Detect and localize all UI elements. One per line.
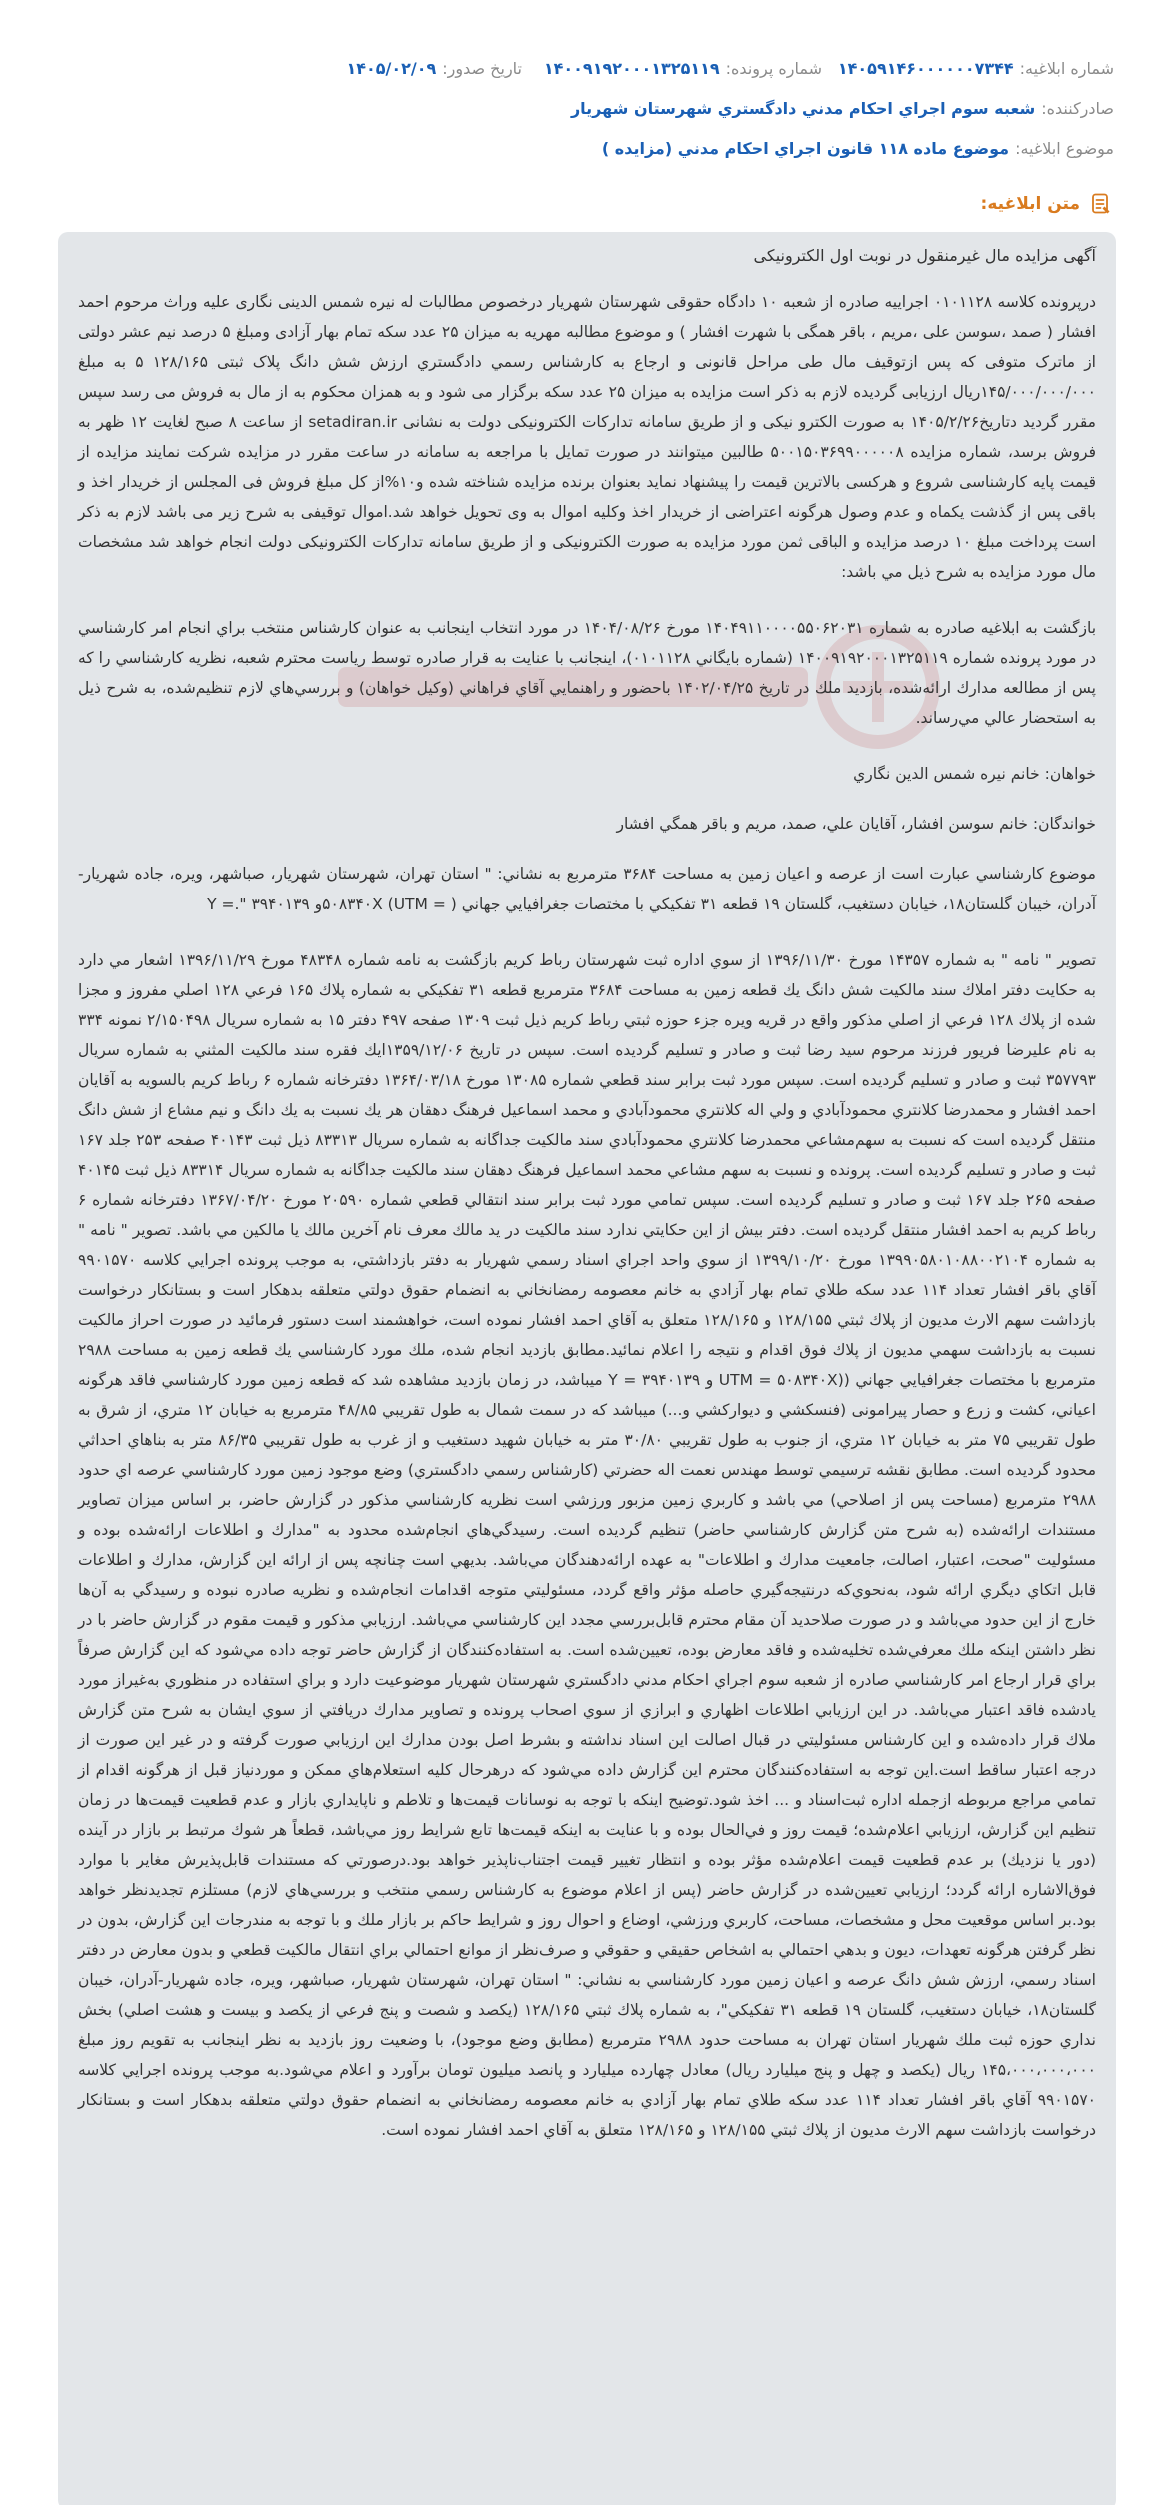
case-number-value: ۱۴۰۰۹۱۹۲۰۰۰۱۳۲۵۱۱۹ xyxy=(543,58,720,78)
document-icon xyxy=(1088,191,1114,217)
subject xyxy=(602,139,1114,158)
expert-return-paragraph: بازگشت به ابلاغيه صادره به شماره ۱۴۰۴۹۱۱۰۰۰۰۵۵۰۶۲۰۳۱ مورخ ۱۴۰۴/۰۸/۲۶ در مورد انتخاب اينجانب به عنوان كارشناس منتخب براي انجام امر كارشناسي در مورد پرونده شماره ۱۴۰۰۹۱۹۲۰۰۰۱۳۲۵۱۱۹ (شماره بايگاني ۰۱۰۱۱۲۸)، اينجانب با عنايت به قرار صادره توسط رياست محترم شعبه، نظريه كارشناسي را كه پس از مطالعه مدارك ارائه‌شده، بازديد ملك در تاريخ ۱۴۰۲/۰۴/۲۵ باحضور و راهنمايي آقاي فراهاني (وكيل خواهان) و بررسي‌هاي لازم تنظيم‌شده، به شرح ذيل به استحضار عالي مي‌رساند. xyxy=(78,619,1097,727)
notice-text-header xyxy=(0,188,1174,220)
notice-number xyxy=(822,59,1114,78)
issuer-label: صادرکننده: xyxy=(1041,98,1114,118)
issuer xyxy=(571,99,1114,118)
auction-paragraph: درپرونده کلاسه ۰۱۰۱۱۲۸ اجراییه صادره از شعبه ۱۰ دادگاه حقوقی شهرستان شهریار درخصوص مطالبات له نیره شمس الدینی نگاری علیه وراث مرحوم احمد افشار ( صمد ،سوسن علی ،مریم ، باقر همگی با شهرت افشار ) و موضوع مطالبه مهریه به میزان ۲۵ عدد سکه تمام بهار آزادی ومبلغ ۵ درصد نیم عشر دولتی از ماترک متوفی که پس ازتوقیف مال طی مراحل قانونی و ارجاع به کارشناس رسمي دادگستري ارزش شش دانگ پلاک ثبتی ۱۲۸/۱۶۵ ۵ به مبلغ ۱۴۵/۰۰۰/۰۰۰/۰۰۰ریال ارزیابی گردیده لازم به ذکر است مزایده به میزان ۲۵ عدد سکه برگزار می شود و به همزان محکوم به از مال به فروش می رسد سپس مقرر گردید دتاریخ۱۴۰۵/۲/۲۶ به صورت الکترو نیکی و از طریق سامانه تدارکات الکترونیکی دولت به نشانی setadiran.ir از ساعت ۸ صبح لغایت ۱۲ ظهر به فروش برسد، شماره مزایده ۵۰۰۱۵۰۳۶۹۹۰۰۰۰۰۸ طالبین میتوانند در صورت تمایل با مراجعه به سامانه در ساعت مقرر در مزایده شرکت نمایند مزایده از قیمت پایه کارشناسی شروع و هرکسی بالاترین قیمت را پیشنهاد نماید بعنوان برنده مزایده شناخته شده و۱۰%از کل مبلغ فروش فی المجلس از خریدار اخذ و باقی پس از گذشت یکماه و عدم وصول هرگونه اعتراضی از خریدار اخذ وکلیه اموال به وی تحویل خواهد شد.اموال توقیفی به شرح زیر می باشد لازم به ذکر است پرداخت مبلغ ۱۰ درصد مزایده و الباقی ثمن مورد مزایده به صورت الکترونیکی و از طریق سامانه تدارکات الکترونیکی دولت انجام خواهد شد مشخصات مال مورد مزايده به شرح ذيل مي باشد: xyxy=(78,293,1097,581)
issue-date-value: ۱۴۰۵/۰۲/۰۹ xyxy=(346,58,437,78)
subject-paragraph: موضوع كارشناسي عبارت است از عرصه و اعيان زمين به مساحت ۳۶۸۴ مترمربع به نشاني: " استان تهران، شهرستان شهريار، صباشهر، ويره، جاده شهريار-آدران، خيبان گلستان۱۸، خيابان دستغيب، گلستان ۱۹ قطعه ۳۱ تفكيكي با مختصات جغرافيايي جهاني ( = ۵۰۸۳۴۰X (UTMو ۳۹۴۰۱۳۹ ".= Y xyxy=(78,865,1096,913)
notice-text-title: متن ابلاغيه: xyxy=(980,194,1080,214)
notice-content xyxy=(58,232,1116,2505)
meta-row-issuer xyxy=(0,88,1174,128)
issuer-value: شعبه سوم اجراي احکام مدني دادگستري شهرستان شهريار xyxy=(570,98,1036,118)
issue-date xyxy=(346,59,522,78)
subject-label: موضوع ابلاغيه: xyxy=(1015,138,1114,158)
meta-row-subject xyxy=(0,128,1174,168)
report-paragraph: تصوير " نامه " به شماره ۱۴۳۵۷ مورخ ۱۳۹۶/۱۱/۳۰ از سوي اداره ثبت شهرستان رباط كريم بازگشت به نامه شماره ۴۸۳۴۸ مورخ ۱۳۹۶/۱۱/۲۹ اشعار مي دارد به حكايت دفتر املاك سند مالكيت شش دانگ يك قطعه زمين به مساحت ۳۶۸۴ مترمربع قطعه ۳۱ تفكيكي به شماره پلاك ۱۶۵ فرعي ۱۲۸ اصلي مفروز و مجزا شده از پلاك ۱۲۸ فرعي از اصلي مذكور واقع در قريه ويره جزء حوزه ثبتي رباط كريم ذيل ثبت ۱۳۰۹ صفحه ۴۹۷ دفتر ۱۵ به شماره سريال ۲/۱۵۰۴۹۸ نمونه ۳۳۴ به نام عليرضا فريور فرزند مرحوم سيد رضا ثبت و صادر و تسليم گرديده است. سپس در تاريخ ۱۳۵۹/۱۲/۰۶ايك فقره سند مالكيت المثني به شماره سريال ۳۵۷۷۹۳ ثبت و صادر و تسليم گرديده است. سپس مورد ثبت برابر سند قطعي شماره ۱۳۰۸۵ مورخ ۱۳۶۴/۰۳/۱۸ دفترخانه شماره ۶ رباط كريم بالسويه به آقايان احمد افشار و محمدرضا كلانتري محمودآبادي و ولي اله كلانتري محمودآبادي و محمد اسماعيل فرهنگ دهقان هر يك نسبت به يك دانگ و نيم مشاع از شش دانگ منتقل گرديده است كه نسبت به سهم‌مشاعي محمدرضا كلانتري محمودآبادي سند مالكيت جداگانه به شماره سريال ۸۳۳۱۳ ذيل ثبت ۴۰۱۴۳ صفحه ۲۵۳ جلد ۱۶۷ ثبت و صادر و تسليم گرديده است. پرونده و نسبت به سهم مشاعي محمد اسماعيل فرهنگ دهقان سند مالكيت جداگانه به شماره سريال ۸۳۳۱۴ ذيل ثبت ۴۰۱۴۵ صفحه ۲۶۵ جلد ۱۶۷ ثبت و صادر و تسليم گرديده است. سپس تمامي مورد ثبت برابر سند انتقالي قطعي شماره ۲۰۵۹۰ مورخ ۱۳۶۷/۰۴/۲۰ دفترخانه شماره ۶ رباط كريم به احمد افشار منتقل گرديده است. دفتر بيش از اين حكايتي ندارد سند مالكيت در يد مالك معرف نام آخرين مالك يا مالكين مي باشد. تصوير " نامه " به شماره ۱۳۹۹۰۵۸۰۱۰۸۸۰۰۲۱۰۴ مورخ ۱۳۹۹/۱۰/۲۰ از سوي واحد اجراي اسناد رسمي شهريار به دفتر بازداشتي، به موجب پرونده اجرايي كلاسه ۹۹۰۱۵۷۰ آقاي باقر افشار تعداد ۱۱۴ عدد سكه طلاي تمام بهار آزادي به خانم معصومه رمضانخاني به انضمام حقوق دولتي متعلقه بدهكار است و بستانكار درخواست بازداشت سهم الارث مدیون از پلاك ثبتي ۱۲۸/۱۵۵ و ۱۲۸/۱۶۵ متعلق به آقاي احمد افشار نموده است، خواهشمند است دستور فرمائيد در صورت احراز مالكيت نسبت به بازداشت سهمي مديون از پلاك فوق اقدام و نتيجه را اعلام نمائيد.مطابق بازديد انجام شده، ملك مورد كارشناسي يك قطعه زمين به مساحت ۲۹۸۸ مترمربع با مختصات جغرافيايي جهاني ((UTM = ۵۰۸۳۴۰X و ۳۹۴۰۱۳۹ = Y ميباشد، در زمان بازديد مشاهده شد كه قطعه زمين مورد كارشناسي فاقد هرگونه اعياني، كشت و زرع و حصار پيرامونی (فنسكشي و ديواركشي و...) ميباشد كه در سمت شمال به طول تقريبي ۴۸/۸۵ مترمربع به خيابان ۱۲ متري، از شرق به طول تقريبي ۷۵ متر به خيابان ۱۲ متري، از جنوب به طول تقريبي ۳۰/۸۰ متر به خيابان شهيد دستغيب و از غرب به طول تقريبي ۸۶/۳۵ متر به بناهاي احداثي محدود گرديده است. مطابق نقشه ترسيمي توسط مهندس نعمت اله حضرتي (كارشناس رسمي دادگستري) وضع موجود زمين مورد كارشناسي عرصه اي حدود ۲۹۸۸ مترمربع (مساحت پس از اصلاحي) مي باشد و كاربري زمين مزبور ورزشي است نظريه كارشناسي مذكور در گزارش حاضر، بر اساس ميزان تصاوير مستندات ارائه‌شده (به شرح متن گزارش كارشناسي حاضر) تنظيم گرديده است. رسيدگي‌هاي انجام‌شده محدود به "مدارك و اطلاعات ارائه‌شده بوده و مسئوليت "صحت، اعتبار، اصالت، جامعيت مدارك و اطلاعات" به عهده ارائه‌دهندگان مي‌باشد. بديهي است چنانچه پس از ارائه اين گزارش، مدارك و اطلاعات قابل اتكاي ديگري ارائه شود، به‌نحوي‌كه درنتيجه‌گيري حاصله مؤثر واقع گردد، مسئوليتي متوجه اقدامات انجام‌شده و نظريه صادره نبوده و رسيدگي به آن‌ها خارج از اين حدود مي‌باشد و در صورت صلاحديد آن مقام محترم قابل‌بررسي مجدد اين كارشناسي مي‌باشد. ارزيابي مذكور و قيمت مقوم در گزارش حاضر با در نظر داشتن اينكه ملك معرفي‌شده تخليه‌شده و فاقد معارض بوده، تعيين‌شده است. به استفاده‌كنندگان از گزارش حاضر توجه داده مي‌شود كه اين گزارش صرفاً براي قرار ارجاع امر كارشناسي صادره از شعبه سوم اجراي احكام مدني دادگستري شهرستان شهريار موضوعيت دارد و براي استفاده در منظوري به‌غيراز مورد يادشده فاقد اعتبار مي‌باشد. در اين ارزيابي اطلاعات اظهاري و ابرازي از سوي اصحاب پرونده و تصاوير مدارك دريافتي از سوي ايشان به شرح متن گزارش ملاك قرار داده‌شده و اين كارشناس مسئوليتي در قبال اصالت اين اسناد نداشته و بشرط اصل بودن مدارك اين ارزيابي صورت گرفته و در غير اين صورت از درجه اعتبار ساقط است.اين توجه به استفاده‌كنندگان محترم اين گزارش داده مي‌شود كه درهرحال كليه استعلام‌هاي ممكن و موردنياز قبل از هرگونه اقدام از تمامي مراجع مربوطه ازجمله اداره ثبت‌اسناد و ... اخذ شود.توضيح اينكه با توجه به نوسانات قيمت‌ها و تلاطم و ناپايداري بازار و عدم قطعيت قيمت‌ها در زمان تنظيم اين گزارش، ارزيابي اعلام‌شده؛ قيمت روز و في‌الحال بوده و با عنايت به اينكه قيمت‌ها تابع شرايط روز مي‌باشد، قطعاً هر شوك مرتبط بر بازار در آينده (دور يا نزديك) بر عدم قطعيت قيمت اعلام‌شده مؤثر بوده و انتظار تغيير قيمت اجتناب‌ناپذير خواهد بود.درصورتي كه مستندات قابل‌پذيرش مغاير با موارد فوق‌الاشاره ارائه گردد؛ ارزيابي تعيين‌شده در گزارش حاضر (پس از اعلام موضوع به كارشناس رسمي منتخب و بررسي‌هاي لازم) مستلزم تجديدنظر خواهد بود.بر اساس موقعيت محل و مشخصات، مساحت، كاربري ورزشي، اوضاع و احوال روز و شرايط حاكم بر بازار ملك و با توجه به مندرجات اين گزارش، بدون در نظر گرفتن هرگونه تعهدات، ديون و بدهي احتمالي به اشخاص حقيقي و حقوقي و صرف‌نظر از موانع احتمالي براي انتقال مالكيت قطعي و بدون معارض در دفتر اسناد رسمي، ارزش شش دانگ عرصه و اعيان زمين مورد كارشناسي به نشاني: " استان تهران، شهرستان شهريار، صباشهر، ويره، جاده شهريار-آدران، خيبان گلستان۱۸، خيابان دستغيب، گلستان ۱۹ قطعه ۳۱ تفكيكي"، به شماره پلاك ثبتي ۱۲۸/۱۶۵ (يكصد و شصت و پنج فرعي از يكصد و بيست و هشت اصلي) بخش نداري حوزه ثبت ملك شهريار استان تهران به مساحت حدود ۲۹۸۸ مترمربع (مطابق وضع موجود)، با وضعيت روز بازديد به نظر اينجانب به تقويم روز مبلغ ۱۴۵،۰۰۰،۰۰۰،۰۰۰ ريال (يكصد و چهل و پنج ميليارد ريال) معادل چهارده ميليارد و پانصد ميليون تومان برآورد و اعلام مي‌شود.به موجب پرونده اجرايي كلاسه ۹۹۰۱۵۷۰ آقاي باقر افشار تعداد ۱۱۴ عدد سكه طلاي تمام بهار آزادي به خانم معصومه رمضانخاني به انضمام حقوق دولتي متعلقه بدهكار است و بستانكار درخواست بازداشت سهم الارث مديون از پلاك ثبتي ۱۲۸/۱۵۵ و ۱۲۸/۱۶۵ متعلق به آقاي احمد افشار نموده است. xyxy=(78,951,1097,2139)
issue-date-label: تاريخ صدور: xyxy=(442,58,522,78)
meta-row-numbers xyxy=(0,48,1174,88)
notice-number-value: ۱۴۰۵۹۱۴۶۰۰۰۰۰۰۷۳۴۴ xyxy=(837,58,1014,78)
case-number-label: شماره پرونده: xyxy=(725,58,822,78)
auction-heading: آگهی مزایده مال غیرمنقول در نوبت اول الکترونیکی xyxy=(753,246,1096,265)
defendants-line: خواندگان: خانم سوسن افشار، آقايان علي، صمد، مريم و باقر همگي افشار xyxy=(616,815,1096,833)
subject-value: موضوع ماده ۱۱۸ قانون اجراي احکام مدني (مزايده ) xyxy=(601,138,1010,158)
plaintiff-line: خواهان: خانم نيره شمس الدين نگاري xyxy=(853,765,1096,783)
case-number xyxy=(522,59,822,78)
notice-number-label: شماره ابلاغيه: xyxy=(1019,58,1114,78)
